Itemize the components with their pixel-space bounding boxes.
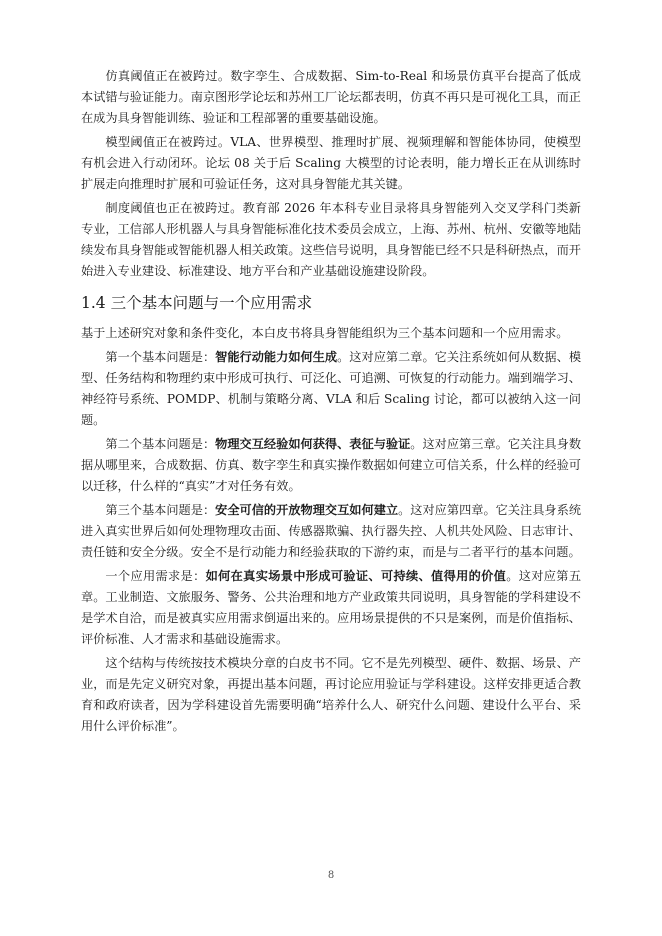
question-emphasis: 如何在真实场景中形成可验证、可持续、值得用的价值 [205, 569, 507, 583]
question-lead: 第二个基本问题是： [105, 437, 216, 451]
question-emphasis: 智能行动能力如何生成 [215, 350, 338, 364]
paragraph-application-need [81, 566, 581, 650]
paragraph-closing: 这个结构与传统按技术模块分章的白皮书不同。它不是先列模型、硬件、数据、场景、产业，而是先定义研究对象，再提出基本问题，再讨论应用验证与学科建设。这样安排更适合教育和政府读者，因为学科建设首先需要明确“培养什么人、研究什么问题、建设什么平台、采用什么评价标准”。 [81, 656, 581, 733]
question-lead: 第一个基本问题是： [105, 350, 216, 364]
question-body: 。这对应第四章。它关注具身系统进入真实世界后如何处理物理攻击面、传感器欺骗、执行器失控、人机共处风险、日志审计、责任链和安全分级。安全不是行动能力和经验获取的下游约束，而是与二者平行的基本问题。 [81, 503, 582, 559]
question-body: 。这对应第二章。它关注系统如何从数据、模型、任务结构和物理约束中形成可执行、可泛化、可追溯、可恢复的行动能力。端到端学习、神经符号系统、POMDP、机制与策略分离、VLA 和后 Scaling 讨论，都可以被纳入这一问题。 [81, 350, 582, 427]
question-lead: 第三个基本问题是： [105, 503, 216, 517]
page-number: 8 [327, 870, 335, 881]
question-body: 。这对应第五章。工业制造、文旅服务、警务、公共治理和地方产业政策共同说明，具身智能的学科建设不是学术自洽，而是被真实应用需求倒逼出来的。应用场景提供的不只是案例，而是价值指标、评价标准、人才需求和基础设施需求。 [81, 569, 582, 646]
paragraph-question-2 [81, 434, 581, 497]
section-intro: 基于上述研究对象和条件变化，本白皮书将具身智能组织为三个基本问题和一个应用需求。 [81, 326, 569, 340]
question-emphasis: 安全可信的开放物理交互如何建立 [215, 503, 399, 517]
question-emphasis: 物理交互经验如何获得、表征与验证 [215, 437, 411, 451]
paragraph-institution-threshold: 制度阈值也正在被跨过。教育部 2026 年本科专业目录将具身智能列入交叉学科门类新专业，工信部人形机器人与具身智能标准化技术委员会成立，上海、苏州、杭州、安徽等地陆续发布具身智能或智能机器人相关政策。这些信号说明，具身智能已经不只是科研热点，而开始进入专业建设、标准建设、地方平台和产业基础设施建设阶段。 [81, 201, 581, 278]
paragraph-model-threshold: 模型阈值正在被跨过。VLA、世界模型、推理时扩展、视频理解和智能体协同，使模型有机会进入行动闭环。论坛 08 关于后 Scaling 大模型的讨论表明，能力增长正在从训练时扩展走向推理时扩展和可验证任务，这对具身智能尤其关键。 [81, 135, 581, 191]
question-lead: 一个应用需求是： [105, 569, 206, 583]
paragraph-simulation-threshold: 仿真阈值正在被跨过。数字孪生、合成数据、Sim-to-Real 和场景仿真平台提高了低成本试错与验证能力。南京图形学论坛和苏州工厂论坛都表明，仿真不再只是可视化工具，而正在成为具身智能训练、验证和工程部署的重要基础设施。 [81, 69, 581, 125]
document-page [81, 66, 581, 740]
section-heading: 1.4 三个基本问题与一个应用需求 [81, 294, 313, 312]
paragraph-question-3 [81, 500, 581, 563]
paragraph-question-1 [81, 347, 581, 431]
question-body: 。这对应第三章。它关注具身数据从哪里来，合成数据、仿真、数字孪生和真实操作数据如何建立可信关系，什么样的经验可以迁移，什么样的“真实”才对任务有效。 [81, 437, 582, 493]
